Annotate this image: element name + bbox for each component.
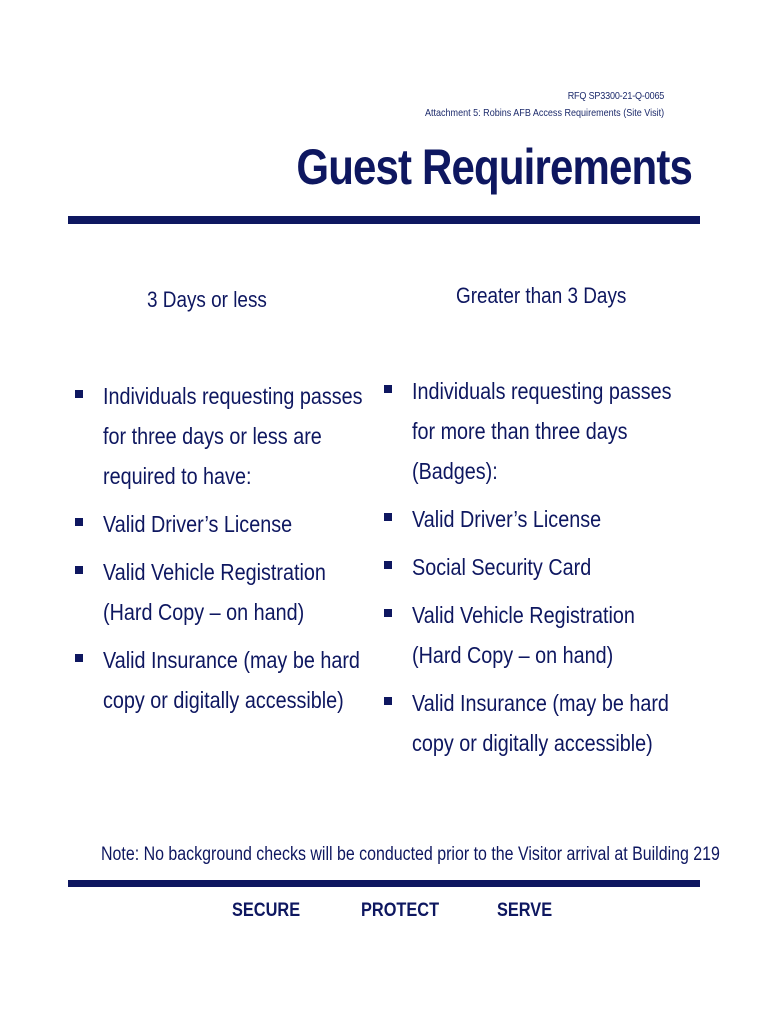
header-rfq-number: RFQ SP3300-21-Q-0065 — [567, 90, 664, 102]
list-item — [71, 504, 371, 544]
list-item-text: Individuals requesting passes for three days or less are required to have: — [103, 383, 363, 489]
square-bullet-icon — [384, 561, 392, 569]
left-column-heading: 3 Days or less — [147, 287, 267, 312]
list-item — [380, 595, 680, 675]
square-bullet-icon — [384, 513, 392, 521]
square-bullet-icon — [384, 697, 392, 705]
list-item — [380, 371, 680, 491]
square-bullet-icon — [75, 654, 83, 662]
list-item-text: Valid Vehicle Registration (Hard Copy – on hand) — [412, 602, 635, 668]
list-item — [380, 499, 680, 539]
square-bullet-icon — [384, 385, 392, 393]
footer-word-secure: SECURE — [232, 900, 301, 921]
list-item — [380, 547, 680, 587]
list-item — [71, 376, 371, 496]
square-bullet-icon — [75, 390, 83, 398]
bottom-divider — [68, 880, 700, 887]
list-item-text: Valid Driver’s License — [412, 506, 602, 532]
right-requirements-list — [380, 371, 680, 771]
list-item-text: Valid Insurance (may be hard copy or digitally accessible) — [412, 690, 669, 756]
note-text: Note: No background checks will be conducted prior to the Visitor arrival at Building 219 — [101, 844, 720, 865]
left-requirements-list — [71, 376, 371, 728]
list-item-text: Valid Insurance (may be hard copy or digitally accessible) — [103, 647, 360, 713]
list-item-text: Valid Driver’s License — [103, 511, 293, 537]
square-bullet-icon — [75, 566, 83, 574]
footer-word-serve: SERVE — [497, 900, 553, 921]
top-divider — [68, 216, 700, 224]
right-column-heading: Greater than 3 Days — [456, 283, 627, 308]
list-item-text: Valid Vehicle Registration (Hard Copy – on hand) — [103, 559, 326, 625]
square-bullet-icon — [384, 609, 392, 617]
list-item — [380, 683, 680, 763]
header-attachment-line: Attachment 5: Robins AFB Access Requirements (Site Visit) — [424, 107, 664, 119]
list-item-text: Individuals requesting passes for more than three days (Badges): — [412, 378, 672, 484]
list-item-text: Social Security Card — [412, 554, 592, 580]
page-title: Guest Requirements — [296, 139, 692, 195]
list-item — [71, 640, 371, 720]
footer-word-protect: PROTECT — [361, 900, 440, 921]
square-bullet-icon — [75, 518, 83, 526]
list-item — [71, 552, 371, 632]
